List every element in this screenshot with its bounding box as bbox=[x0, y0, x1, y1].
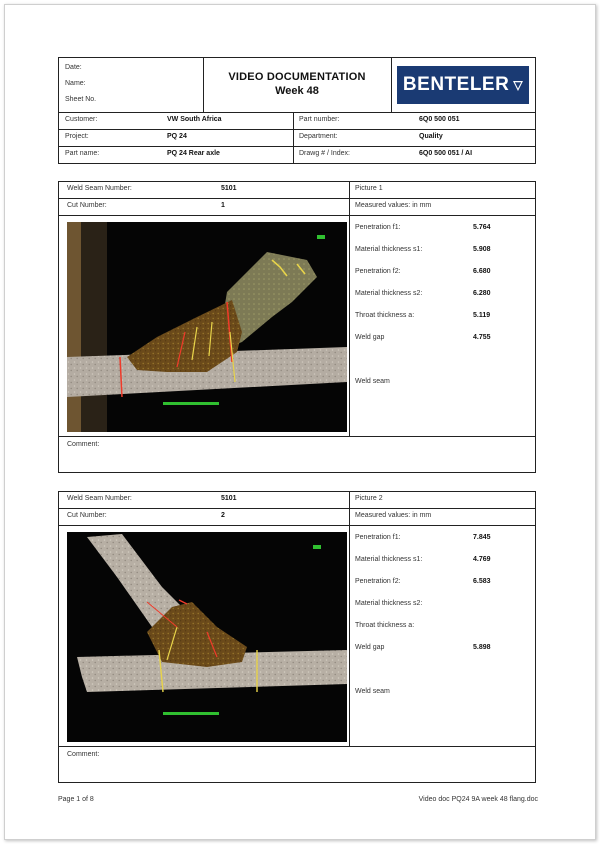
measurement-label: Penetration f1: bbox=[355, 534, 401, 541]
measurement-value: 6.680 bbox=[473, 268, 491, 275]
measurement-thickness-s1 bbox=[355, 246, 531, 258]
measurement-value: 5.898 bbox=[473, 644, 491, 651]
picture-label: Picture 2 bbox=[355, 495, 383, 502]
header-logo-cell bbox=[391, 58, 535, 112]
picture-label: Picture 1 bbox=[355, 185, 383, 192]
measurement-label: Material thickness s1: bbox=[355, 556, 423, 563]
project-value: PQ 24 bbox=[167, 133, 187, 140]
weld-seam-row bbox=[59, 492, 349, 509]
measurement-thickness-s1 bbox=[355, 556, 531, 568]
measurement-label: Material thickness s2: bbox=[355, 290, 423, 297]
measurement-label: Material thickness s1: bbox=[355, 246, 423, 253]
measurement-penetration-f1 bbox=[355, 224, 531, 236]
cut-number-row bbox=[59, 199, 349, 216]
document-header bbox=[58, 57, 536, 164]
comment-label: Comment: bbox=[67, 441, 100, 448]
weld-seam-field bbox=[355, 688, 531, 700]
weld-seam-value: 5101 bbox=[221, 185, 237, 192]
name-label: Name: bbox=[65, 80, 86, 87]
info-row-project bbox=[59, 129, 535, 146]
comment-row bbox=[59, 436, 535, 473]
logo-mark-icon: ▽ bbox=[513, 78, 524, 92]
cut-number-label: Cut Number: bbox=[67, 202, 107, 209]
part-name-value: PQ 24 Rear axle bbox=[167, 150, 220, 157]
logo-text: BENTELER bbox=[402, 74, 510, 95]
measurement-throat-thickness bbox=[355, 622, 531, 634]
measurement-label: Material thickness s2: bbox=[355, 600, 423, 607]
section-right-panel bbox=[349, 492, 535, 746]
measurement-value: 5.764 bbox=[473, 224, 491, 231]
info-row-customer bbox=[59, 112, 535, 129]
part-number-value: 6Q0 500 051 bbox=[419, 116, 460, 123]
header-top-row bbox=[59, 58, 535, 113]
measurement-penetration-f2 bbox=[355, 578, 531, 590]
weld-seam-label: Weld Seam Number: bbox=[67, 185, 132, 192]
cut-number-value: 2 bbox=[221, 512, 225, 519]
measured-values-label: Measured values: in mm bbox=[355, 512, 432, 519]
measurement-value: 4.755 bbox=[473, 334, 491, 341]
weld-seam-row bbox=[59, 182, 349, 199]
part-number-label: Part number: bbox=[299, 116, 340, 123]
weld-seam-label: Weld Seam Number: bbox=[67, 495, 132, 502]
department-value: Quality bbox=[419, 133, 443, 140]
drawing-index-label: Drawg # / Index: bbox=[299, 150, 350, 157]
measurement-weld-gap bbox=[355, 334, 531, 346]
measurement-weld-gap bbox=[355, 644, 531, 656]
header-title-cell bbox=[203, 58, 392, 112]
weld-seam-field-label: Weld seam bbox=[355, 688, 390, 695]
cut-number-label: Cut Number: bbox=[67, 512, 107, 519]
comment-label: Comment: bbox=[67, 751, 100, 758]
customer-value: VW South Africa bbox=[167, 116, 222, 123]
weld-seam-value: 5101 bbox=[221, 495, 237, 502]
project-label: Project: bbox=[65, 133, 89, 140]
file-name: Video doc PQ24 9A week 48 flang.doc bbox=[418, 796, 538, 803]
drawing-index-value: 6Q0 500 051 / AI bbox=[419, 150, 473, 157]
measurement-label: Weld gap bbox=[355, 334, 385, 341]
weld-seam-field bbox=[355, 378, 531, 390]
section-right-panel bbox=[349, 182, 535, 436]
measured-values-row bbox=[349, 509, 535, 526]
measured-values-label: Measured values: in mm bbox=[355, 202, 432, 209]
weld-cross-section-photo bbox=[67, 222, 347, 432]
document-title: VIDEO DOCUMENTATION bbox=[228, 71, 366, 83]
date-label: Date: bbox=[65, 64, 82, 71]
measurement-throat-thickness bbox=[355, 312, 531, 324]
page-number: Page 1 of 8 bbox=[58, 796, 94, 803]
measurement-value: 4.769 bbox=[473, 556, 491, 563]
benteler-logo bbox=[397, 66, 529, 104]
measurement-thickness-s2 bbox=[355, 290, 531, 302]
part-name-label: Part name: bbox=[65, 150, 100, 157]
section-left-panel bbox=[59, 182, 350, 436]
measurement-value: 6.583 bbox=[473, 578, 491, 585]
weld-section-2 bbox=[58, 491, 536, 783]
info-row-part-name bbox=[59, 146, 535, 163]
weld-seam-field-label: Weld seam bbox=[355, 378, 390, 385]
measurement-value: 5.908 bbox=[473, 246, 491, 253]
cut-number-row bbox=[59, 509, 349, 526]
document-week: Week 48 bbox=[275, 85, 319, 97]
department-label: Department: bbox=[299, 133, 338, 140]
cut-number-value: 1 bbox=[221, 202, 225, 209]
sheet-label: Sheet No. bbox=[65, 96, 97, 103]
measurement-value: 6.280 bbox=[473, 290, 491, 297]
measurement-penetration-f1 bbox=[355, 534, 531, 546]
measurement-label: Penetration f2: bbox=[355, 268, 401, 275]
measurement-label: Penetration f1: bbox=[355, 224, 401, 231]
measurement-label: Penetration f2: bbox=[355, 578, 401, 585]
measurement-label: Weld gap bbox=[355, 644, 385, 651]
measurement-label: Throat thickness a: bbox=[355, 622, 415, 629]
header-info-rows bbox=[59, 112, 535, 163]
section-left-panel bbox=[59, 492, 350, 746]
measurement-value: 7.845 bbox=[473, 534, 491, 541]
measurement-value: 5.119 bbox=[473, 312, 491, 319]
measurement-thickness-s2 bbox=[355, 600, 531, 612]
picture-row bbox=[349, 182, 535, 199]
weld-cross-section-photo bbox=[67, 532, 347, 742]
measurement-penetration-f2 bbox=[355, 268, 531, 280]
measurement-label: Throat thickness a: bbox=[355, 312, 415, 319]
weld-section-1 bbox=[58, 181, 536, 473]
measured-values-row bbox=[349, 199, 535, 216]
comment-row bbox=[59, 746, 535, 783]
picture-row bbox=[349, 492, 535, 509]
header-meta-cell bbox=[59, 58, 204, 112]
customer-label: Customer: bbox=[65, 116, 98, 123]
